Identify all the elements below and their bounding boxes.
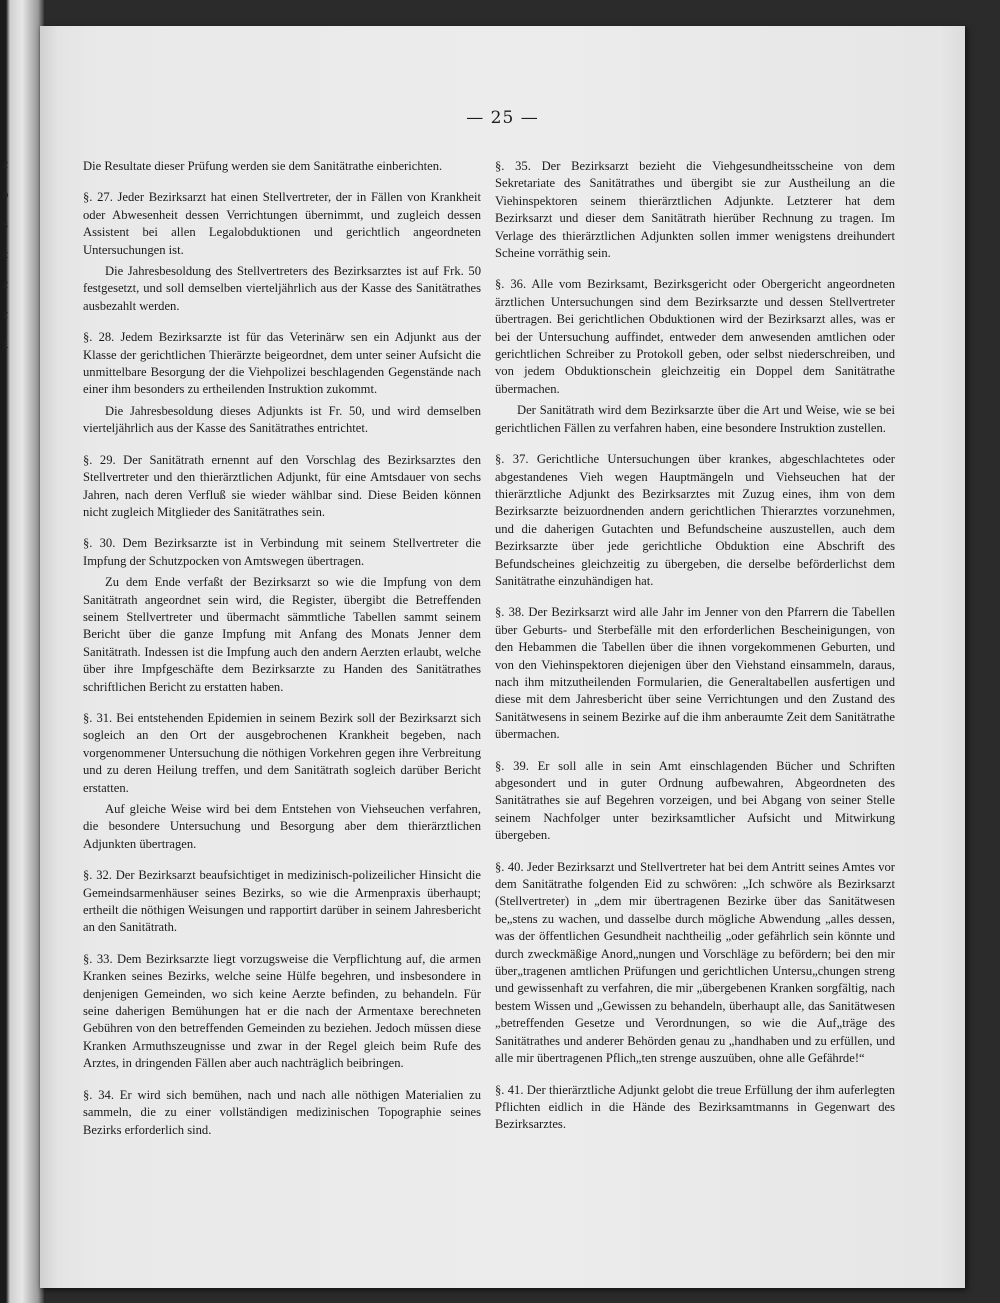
binding-mark: z (2, 158, 9, 171)
paragraph-section-30: §. 30. Dem Bezirksarzte ist in Verbindung mit seinem Stellvertreter die Impfung der Schutzpocken von Amtswegen übertragen. (83, 536, 481, 568)
binding-mark: c (2, 248, 9, 261)
paragraph: Die Jahresbesoldung des Stellvertreters des Bezirksarztes ist auf Frk. 50 festgesetzt, und soll demselben vierteljährlich aus der Kasse des Sanitätrathes ausbezahlt werden. (83, 264, 481, 313)
binding-mark: s (2, 218, 9, 231)
paragraph-section-31: §. 31. Bei entstehenden Epidemien in seinem Bezirk soll der Bezirksarzt sich sogleich an den Ort der ausgebrochenen Krankheit begeben, nach vorgenommener Untersuchung die nöthigen Vorkehren gegen ihre Verbreitung und zu deren Heilung treffen, und dem Sanitätrath sogleich darüber Bericht erstatten. (83, 710, 481, 795)
paragraph-section-36: §. 36. Alle vom Bezirksamt, Bezirksgericht oder Obergericht angeordneten ärztlichen Untersuchungen sind dem Bezirksarzte und dessen Stellvertreter übertragen. Bei gerichtlichen Obduktionen wird der Bezirksarzt alles, was er bei der Untersuchung auffindet, entweder dem anwesenden amtlichen oder gerichtlichen Schreiber zu Protokoll geben, oder selbst niederschreiben, und von jedem Obduktionschein gleichzeitig ein Doppel dem Sanitätrathe übermachen. (495, 277, 895, 396)
paragraph-section-35: §. 35. Der Bezirksarzt bezieht die Viehgesundheitsscheine von dem Sekretariate des Sanitätrathes und übergibt sie zur Austheilung an die Viehinspektoren seinem thierärztlichen Adjunkte. Letzterer hat dem Bezirksarzt und dieser dem Sanitätrath hierüber Rechnung zu tragen. Im Verlage des thierärztlichen Adjunkten sollen immer wenigstens dreihundert Scheine vorräthig sein. (495, 159, 895, 261)
paragraph: Die Resultate dieser Prüfung werden sie dem Sanitätrathe einberichten. (83, 159, 443, 173)
paragraph-section-34: §. 34. Er wird sich bemühen, nach und nach alle nöthigen Materialien zu sammeln, die zu einer vollständigen medizinischen Topographie seines Bezirks erforderlich sind. (83, 1087, 481, 1137)
paragraph-section-39: §. 39. Er soll alle in sein Amt einschlagenden Bücher und Schriften abgesondert und in guter Ordnung aufbewahren, Abgeordneten des Sanitätrathes sie auf Begehren vorzeigen, und bei Abgang von seiner Stelle seinem Nachfolger unter bezirksamtlicher Aufsicht und Mitwirkung übergeben. (495, 758, 895, 843)
paragraph: Der Sanitätrath wird dem Bezirksarzte über die Art und Weise, wie se bei gerichtlichen Fällen zu verfahren haben, eine besondere Instruktion zustellen. (495, 403, 895, 435)
right-column (495, 158, 895, 1148)
binding-mark: z (2, 308, 9, 321)
binding-mark: o (2, 188, 9, 201)
paragraph-section-37: §. 37. Gerichtliche Untersuchungen über krankes, abgeschlachtetes oder abgestandenes Vieh wegen Hauptmängeln und Viehseuchen hat der thierärztliche Adjunkt des Bezirksarztes mit Zuzug eines, ihm von dem Bezirksarzte beizuordnenden andern gerichtlichen Thierarztes vorzunehmen, und die daherigen Gutachten und Befundscheine auszustellen, auch dem Bezirksarzte über jede gerichtliche Obduktion eine Abschrift des Befundscheines gleichzeitig zu übergeben, die derselbe beförderlichst dem Sanitätrathe einzuhändigen hat. (495, 452, 895, 588)
paragraph-section-28: §. 28. Jedem Bezirksarzte ist für das Veterinärw sen ein Adjunkt aus der Klasse der gerichtlichen Thierärzte beigeordnet, dem unter seiner Aufsicht die unmittelbare Besorgung der die Viehpolizei beschlagenden Gegenstände nach einer ihm besonders zu ertheilenden Instruktion zukommt. (83, 330, 481, 397)
binding-mark: i (2, 338, 9, 351)
paragraph-section-38: §. 38. Der Bezirksarzt wird alle Jahr im Jenner von den Pfarrern die Tabellen über Geburts- und Sterbefälle mit den erforderlichen Bescheinigungen, von den Hebammen die Tabellen über die ihnen vorgekommenen Geburten, und von den Viehinspektoren diejenigen über den Viehstand einsammeln, daraus, nach ihm mitzutheilenden Formularien, die Generaltabellen ausfertigen und diese mit dem Jahresbericht über seine Verrichtungen und den Zustand des Sanitätwesens in seinem Bezirke auf die ihm anberaumte Zeit dem Sanitätrathe übermachen. (495, 605, 895, 742)
paragraph-section-29: §. 29. Der Sanitätrath ernennt auf den Vorschlag des Bezirksarztes den Stellvertreter und den thierärztlichen Adjunkt, für eine Amtsdauer von sechs Jahren, nach deren Verfluß sie wieder wählbar sind. Diese Beiden können nicht zugleich Mitglieder des Sanitätrathes sein. (83, 452, 481, 519)
paragraph: Auf gleiche Weise wird bei dem Entstehen von Viehseuchen verfahren, die besondere Untersuchung und Besorgung aber dem thierärztlichen Adjunkten übertragen. (83, 802, 481, 851)
page-number: — 25 — (466, 108, 539, 128)
paragraph: Zu dem Ende verfaßt der Bezirksarzt so wie die Impfung von dem Sanitätrath angeordnet sein wird, die Register, übergibt die Betreffenden seinem Stellvertreter und übermacht sämmtliche Tabellen sammt seinem Bericht über die ganze Impfung mit Anfang des Monats Jenner dem Sanitätrath. Indessen ist die Impfung auch den andern Aerzten erlaubt, welche über ihre Impfgeschäfte dem Bezirksarzte zu Handen des Sanitätrathes schriftlichen Bericht zu erstatten haben. (83, 575, 481, 694)
binding-edge-text (2, 150, 16, 360)
left-column (83, 158, 481, 1153)
book-binding (0, 0, 44, 1303)
binding-mark: z (2, 278, 9, 291)
paragraph-section-40: §. 40. Jeder Bezirksarzt und Stellvertreter hat bei dem Antritt seines Amtes vor dem Sanitätrathe folgenden Eid zu schwören: „Ich schwöre als Bezirksarzt (Stellvertreter) in „dem mir übertragenen Bezirke über das Sanitätwesen be„stens zu wachen, und dasselbe durch mögliche Abwendung „alles dessen, was der öffentlichen Gesundheit nachtheilig „oder gefährlich sein könnte und durch zweckmäßige Anord„nungen und Vorschläge zu befördern; bei den mir über„tragenen amtlichen Prüfungen und gerichtlichen Untersu„chungen streng und gewissenhaft zu verfahren, die mir „übergebenen Kranken sorgfältig, nach bestem Wissen und „Gewissen zu behandeln, überhaupt alle, das Sanitätwesen „betreffenden Gesetze und Verordnungen, so wie die Auf„träge des Sanitätrathes und anderer Behörden genau zu „handhaben und zu erfüllen, und alle mir übertragenen Pflich„ten strenge auszuüben, ohne alle Gefährde!“ (495, 859, 895, 1066)
paragraph: Die Jahresbesoldung dieses Adjunkts ist Fr. 50, und wird demselben vierteljährlich aus der Kasse des Sanitätrathes entrichtet. (83, 403, 481, 436)
document-page (40, 26, 965, 1288)
paragraph-section-41: §. 41. Der thierärztliche Adjunkt gelobt die treue Erfüllung der ihm auferlegten Pflichten eidlich in die Hände des Bezirksamtmanns in Gegenwart des Bezirksarztes. (495, 1082, 895, 1132)
paragraph-section-33: §. 33. Dem Bezirksarzte liegt vorzugsweise die Verpflichtung auf, die armen Kranken seines Bezirks, welche seine Hülfe begehren, und insbesondere in denjenigen Gemeinden, wo sich keine Aerzte befinden, zu behandeln. Für seine daherigen Bemühungen hat er die nach der Armentaxe berechneten Gebühren von den betreffenden Gemeinden zu beziehen. Jedoch müssen diese Kranken Armuthszeugnisse und zwar in der Regel gleich beim Rufe des Arztes, in dringenden Fällen aber auch nachträglich beibringen. (83, 951, 481, 1071)
paragraph-section-27: §. 27. Jeder Bezirksarzt hat einen Stellvertreter, der in Fällen von Krankheit oder Abwesenheit dessen Verrichtungen übernimmt, und zugleich dessen Assistent bei allen Legalobduktionen und gerichtlich angeordneten Untersuchungen ist. (83, 190, 481, 257)
paragraph-section-32: §. 32. Der Bezirksarzt beaufsichtiget in medizinisch-polizeilicher Hinsicht die Gemeindsarmenhäuser seines Bezirks, so wie die Armenpraxis überhaupt; ertheilt die nöthigen Weisungen und rapportirt darüber in seinem Jahresbericht an den Sanitätrath. (83, 868, 481, 935)
